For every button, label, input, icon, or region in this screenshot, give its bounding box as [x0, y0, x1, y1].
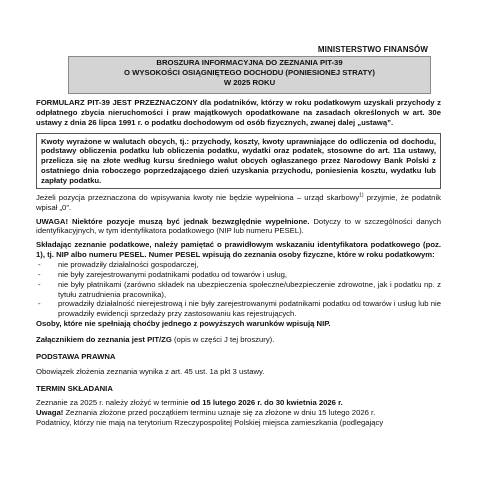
- zero-note-before: Jeżeli pozycja przeznaczona do wpisywania kwoty nie będzie wypełniona – urząd skarbowy: [36, 192, 360, 202]
- zero-value-note: [36, 193, 441, 213]
- title-line-3: W 2025 ROKU: [223, 78, 276, 88]
- list-item-text: nie były płatnikami (zarówno składek na ubezpieczenia społeczne/ubezpieczenie zdrowotne, jak i podatku np. z tytułu zatrudnienia pracownika),: [58, 279, 441, 299]
- deadline-line-3: Podatnicy, którzy nie mają na terytorium Rzeczypospolitej Polskiej miejsca zamieszkania (podlegający: [36, 418, 384, 428]
- deadline-warning-text: Zeznania złożone przed początkiem terminu uznaje się za złożone w dniu 15 lutego 2026 r.: [63, 408, 376, 418]
- identifier-closing: Osoby, które nie spełniają choćby jednego z powyższych warunków wpisują NIP.: [36, 319, 331, 329]
- dash-marker: -: [38, 299, 41, 309]
- ministry-name: MINISTERSTWO FINANSÓW: [317, 45, 428, 54]
- deadline-dates: od 15 lutego 2026 r. do 30 kwietnia 2026 r.: [190, 398, 343, 408]
- footnote-marker: 1): [359, 192, 364, 199]
- title-box: [68, 56, 431, 94]
- attention-bold: UWAGA! Niektóre pozycje muszą być jednak bezwzględnie wypełnione.: [36, 216, 310, 226]
- attachment-paragraph: [36, 335, 441, 345]
- document-body: [36, 98, 441, 428]
- list-item-text: prowadziły działalność nierejestrową i nie były zarejestrowanymi podatnikami podatku od towarów i usług lub nie prowadziły ewidencji sprzedaży przy zastosowaniu kas rejestrujących.: [58, 299, 441, 319]
- title-line-2: O WYSOKOŚCI OSIĄGNIĘTEGO DOCHODU (PONIESIONEJ STRATY): [123, 68, 375, 78]
- deadline-line-1-text: Zeznanie za 2025 r. należy złożyć w terminie: [36, 398, 191, 408]
- identifier-intro: Składając zeznanie podatkowe, należy pamiętać o prawidłowym wskazaniu identyfikatora podatkowego (poz. 1), tj. NIP albo numeru PESEL. Numer PESEL wpisują do zeznania osoby fizyczne, które w roku podatkowym:: [36, 240, 441, 260]
- legal-basis-heading: PODSTAWA PRAWNA: [36, 351, 116, 361]
- deadline-heading: TERMIN SKŁADANIA: [36, 383, 113, 393]
- currency-notice-box: [36, 133, 441, 189]
- dash-marker: -: [38, 260, 41, 270]
- currency-notice-text: Kwoty wyrażone w walutach obcych, tj.: przychody, koszty, kwoty uprawniające do odliczenia od dochodu, podstawy obliczenia podatku lub obliczenia podatku, wydatki oraz podatek, stosowne do art. 11a ustawy, przelicza się na złote według kursu średniego walut obcych ogłaszanego przez Narodowy Bank Polski z ostatniego dnia roboczego poprzedzającego dzień uzyskania przychodu, poniesienia kosztu, wydatku lub zapłaty podatku.: [41, 136, 436, 186]
- intro-paragraph: FORMULARZ PIT-39 JEST PRZEZNACZONY dla podatników, którzy w roku podatkowym uzyskali przychody z odpłatnego zbycia nieruchomości i praw majątkowych opodatkowane na zasadach określonych w art. 30e ustawy z dnia 26 lipca 1991 r. o podatku dochodowym od osób fizycznych, zwanej dalej „ustawą”.: [36, 98, 441, 127]
- attachment-bold: Załącznikiem do zeznania jest PIT/ZG: [36, 335, 172, 345]
- attention-paragraph: [36, 217, 441, 237]
- attention-rest: Dotyczy to w szczególności danych identyfikacyjnych, w tym identyfikatora podatkowego (NIP lub numeru PESEL).: [36, 216, 441, 236]
- identifier-conditions-list: [36, 260, 441, 319]
- title-line-1: BROSZURA INFORMACYJNA DO ZEZNANIA PIT-39: [156, 58, 343, 67]
- zero-note-after: przyjmie, że podatnik wpisał „0”.: [36, 192, 441, 212]
- list-item-text: nie prowadziły działalności gospodarczej,: [58, 260, 199, 270]
- list-item: [36, 299, 441, 319]
- deadline-warning-label: Uwaga!: [36, 408, 64, 418]
- dash-marker: -: [38, 269, 41, 279]
- dash-marker: -: [38, 279, 41, 289]
- list-item: [36, 270, 441, 280]
- legal-basis-text: Obowiązek złożenia zeznania wynika z art. 45 ust. 1a pkt 3 ustawy.: [36, 366, 265, 376]
- list-item: [36, 280, 441, 300]
- attachment-rest: (opis w części J tej broszury).: [171, 335, 275, 345]
- list-item-text: nie były zarejestrowanymi podatnikami podatku od towarów i usług,: [58, 269, 288, 279]
- deadline-line-1: [36, 398, 441, 408]
- deadline-line-2: [36, 408, 441, 418]
- list-item: [36, 260, 441, 270]
